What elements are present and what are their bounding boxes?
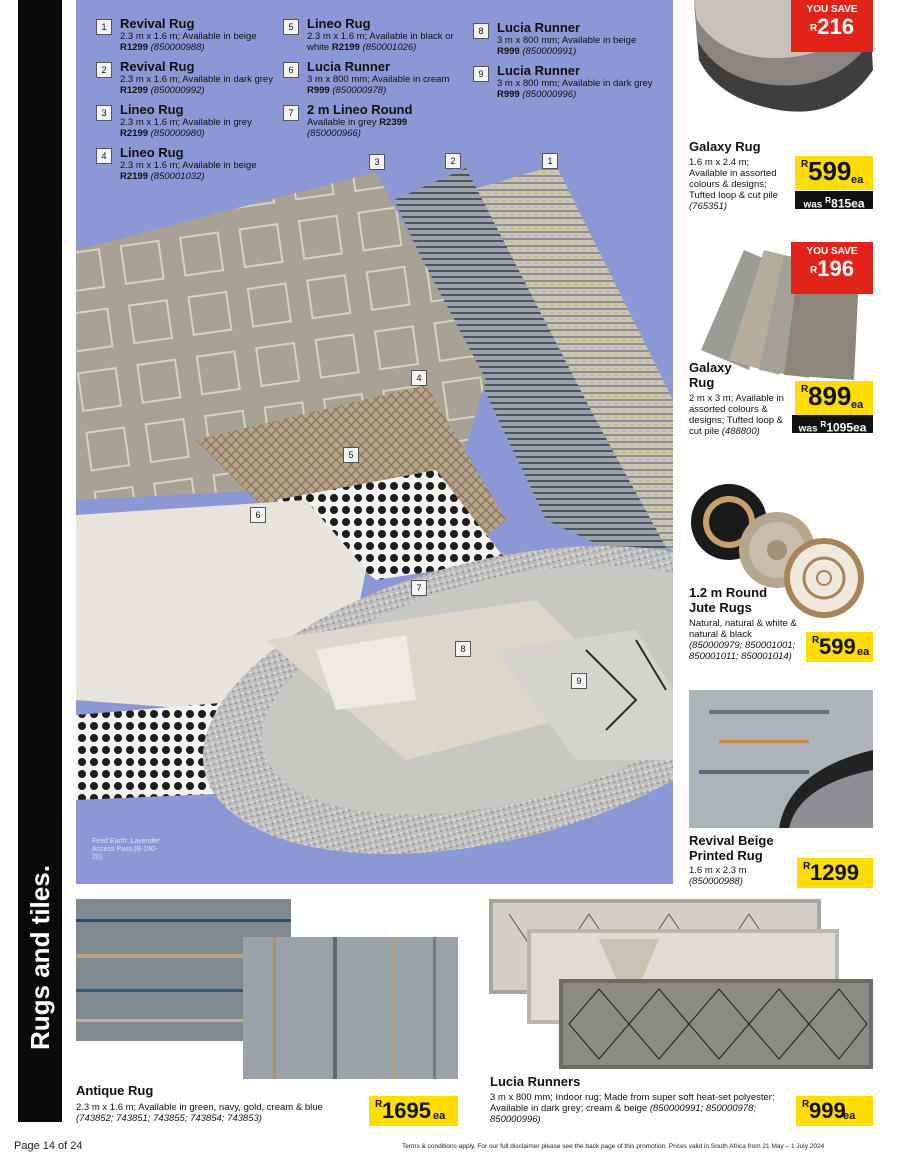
terms-disclaimer: Terms & conditions apply. For our full disclaimer please see the back page of this promotion. Prices valid in South Africa from 21 May – 1 July 2024: [402, 1143, 825, 1150]
legend-price: R2399: [379, 117, 408, 128]
product-title: Galaxy Rug: [689, 139, 761, 154]
price-unit: ea: [433, 1110, 446, 1122]
hero-photo: [76, 0, 673, 884]
marker-5: 5: [343, 447, 359, 463]
legend-item: [283, 102, 463, 139]
legend-number: 9: [473, 66, 489, 82]
legend-title: Revival Rug: [120, 16, 195, 31]
price-currency: R: [375, 1099, 383, 1110]
legend-price: R2199: [331, 42, 360, 53]
desc-text: 1.6 m x 2.4 m; Available in assorted colours & designs; Tufted loop & cut pile: [689, 157, 778, 201]
legend-col-3: [473, 20, 653, 106]
product-code: (743852; 743851; 743855; 743854; 743853): [76, 1113, 262, 1124]
product-code: (765351): [689, 201, 728, 212]
legend-item: [96, 102, 276, 139]
photo-credit: Fired Earth: Lavender Access Pass (B-190-20): [92, 838, 160, 861]
legend-code: (850000991): [522, 46, 577, 57]
legend-title: Lineo Rug: [120, 145, 184, 160]
legend-desc: 2.3 m x 1.6 m; Available in dark grey: [120, 74, 273, 85]
price-tag: [806, 632, 873, 662]
legend-item: [283, 59, 463, 96]
price-value: 599: [819, 634, 856, 659]
product-desc: [76, 1102, 356, 1124]
desc-text: 3 m x 800 mm; Indoor rug; Made from super soft heat-set polyester; Available in dark grey; cream & beige: [490, 1092, 775, 1114]
page-number: Page 14 of 24: [14, 1140, 83, 1152]
legend-price: R2199: [120, 171, 148, 182]
legend-price: R1299: [120, 85, 148, 96]
legend-number: 2: [96, 62, 112, 78]
price-unit: ea: [851, 174, 864, 186]
antique-rug-image-2: [243, 937, 458, 1079]
price-unit: ea: [851, 399, 864, 411]
legend-desc: 2.3 m x 1.6 m; Available in black or white: [307, 31, 454, 53]
desc-text: 2.3 m x 1.6 m; Available in green, navy, gold, cream & blue: [76, 1102, 323, 1113]
was-value: 815ea: [831, 196, 865, 211]
title-line2: Rug: [689, 375, 715, 390]
legend-item: [96, 59, 276, 96]
legend-code: (850000966): [307, 128, 361, 139]
was-currency: R: [825, 195, 832, 205]
legend-title: 2 m Lineo Round: [307, 102, 413, 117]
product-desc: [689, 157, 789, 212]
marker-1: 1: [542, 153, 558, 169]
product-code: (488800): [721, 426, 760, 437]
title-line1: Galaxy: [689, 360, 732, 375]
was-price: [792, 415, 873, 433]
section-label: Rugs and tiles.: [25, 865, 55, 1050]
side-band: [18, 0, 62, 1122]
legend-title: Lucia Runner: [497, 63, 581, 78]
price-currency: R: [802, 1099, 810, 1110]
title-line2: Jute Rugs: [689, 600, 752, 615]
legend-code: (850000980): [150, 128, 205, 139]
price-currency: R: [801, 384, 809, 395]
legend-desc: 3 m x 800 mm; Available in cream: [307, 74, 450, 85]
product-desc: [689, 618, 799, 662]
save-currency: R: [810, 23, 818, 34]
product-desc: [490, 1092, 780, 1125]
product-code: (850000988): [689, 876, 743, 887]
title-line1: Revival Beige: [689, 833, 774, 848]
price-tag: [795, 156, 873, 190]
legend-code: (850000978): [332, 85, 387, 96]
legend-number: 1: [96, 19, 112, 35]
legend-code: (850000992): [150, 85, 205, 96]
desc-text: Natural, natural & white & natural & black: [689, 618, 797, 640]
was-value: 1095ea: [826, 420, 867, 435]
product-desc: [689, 393, 789, 437]
product-code: (850000991; 850000978; 850000996): [490, 1103, 757, 1125]
legend-desc: Available in grey: [307, 117, 377, 128]
legend-desc: 3 m x 800 mm; Available in dark grey: [497, 78, 653, 89]
legend-number: 3: [96, 105, 112, 121]
legend-price: R2199: [120, 128, 148, 139]
save-badge-galaxy: [791, 0, 873, 52]
legend-desc: 2.3 m x 1.6 m; Available in beige: [120, 160, 257, 171]
save-badge-galaxy-large: [791, 242, 873, 294]
legend-desc: 2.3 m x 1.6 m; Available in beige: [120, 31, 257, 42]
legend-title: Lucia Runner: [497, 20, 581, 35]
title-line2: Printed Rug: [689, 848, 763, 863]
legend-item: [96, 16, 276, 53]
legend-code: (850001032): [150, 171, 205, 182]
price-value: 999: [809, 1098, 846, 1123]
legend-title: Lineo Rug: [120, 102, 184, 117]
legend-number: 4: [96, 148, 112, 164]
legend-title: Revival Rug: [120, 59, 195, 74]
price-value: 1299: [810, 860, 859, 885]
save-currency: R: [810, 265, 818, 276]
price-value: 899: [808, 381, 852, 411]
legend-desc: 3 m x 800 mm; Available in beige: [497, 35, 637, 46]
save-label: YOU SAVE: [806, 246, 858, 257]
legend-number: 5: [283, 19, 299, 35]
legend-col-2: [283, 16, 463, 145]
legend-code: (850000988): [150, 42, 205, 53]
price-value: 1695: [382, 1098, 431, 1123]
revival-rug-image: [689, 690, 873, 828]
legend-price: R999: [307, 85, 330, 96]
save-label: YOU SAVE: [806, 4, 858, 15]
legend-number: 6: [283, 62, 299, 78]
price-tag: [795, 381, 873, 415]
legend-col-1: [96, 16, 276, 188]
product-title: [689, 360, 732, 390]
desc-text: 1.6 m x 2.3 m: [689, 865, 747, 876]
legend-item: [473, 63, 653, 100]
legend-item: [96, 145, 276, 182]
price-tag: [796, 1096, 873, 1126]
product-title: Antique Rug: [76, 1083, 154, 1098]
desc-text: 2 m x 3 m; Available in assorted colours & designs; Tufted loop & cut pile: [689, 393, 784, 437]
price-tag: [369, 1096, 458, 1126]
price-unit: ea: [843, 1110, 856, 1122]
was-currency: R: [820, 419, 827, 429]
legend-desc: 2.3 m x 1.6 m; Available in grey: [120, 117, 252, 128]
price-currency: R: [801, 159, 809, 170]
product-code: (850000979; 850001001; 850001011; 850001014): [689, 640, 796, 662]
marker-4: 4: [411, 370, 427, 386]
legend-title: Lucia Runner: [307, 59, 391, 74]
product-title: [689, 585, 767, 615]
legend-item: [283, 16, 463, 53]
price-value: 599: [808, 156, 852, 186]
marker-2: 2: [445, 153, 461, 169]
marker-9: 9: [571, 673, 587, 689]
was-price: [795, 191, 873, 209]
product-title: Lucia Runners: [490, 1074, 581, 1089]
was-label: was: [803, 199, 823, 211]
save-amount: 196: [817, 256, 854, 281]
legend-number: 7: [283, 105, 299, 121]
marker-6: 6: [250, 507, 266, 523]
legend-code: (850001026): [362, 42, 417, 53]
price-currency: R: [803, 861, 811, 872]
price-tag: [797, 858, 873, 888]
legend-price: R999: [497, 89, 520, 100]
marker-3: 3: [369, 154, 385, 170]
legend-number: 8: [473, 23, 489, 39]
legend-price: R999: [497, 46, 520, 57]
legend-code: (850000996): [522, 89, 577, 100]
product-title: [689, 833, 774, 863]
legend-item: [473, 20, 653, 57]
price-currency: R: [812, 635, 820, 646]
marker-8: 8: [455, 641, 471, 657]
legend-title: Lineo Rug: [307, 16, 371, 31]
price-unit: ea: [857, 646, 870, 658]
marker-7: 7: [411, 580, 427, 596]
title-line1: 1.2 m Round: [689, 585, 768, 600]
save-amount: 216: [817, 14, 854, 39]
was-label: was: [798, 423, 818, 435]
lucia-runners-image: [489, 899, 873, 1069]
product-desc: [689, 865, 779, 887]
legend-price: R1299: [120, 42, 148, 53]
